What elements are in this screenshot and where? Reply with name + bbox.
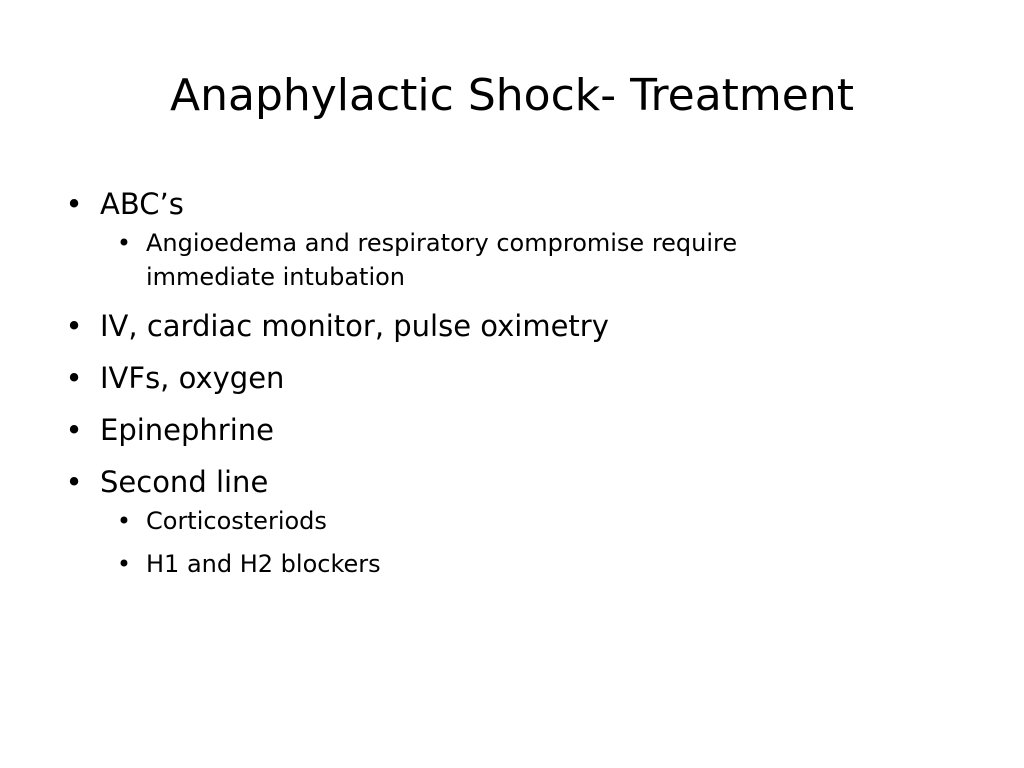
sub-list-item [100,547,940,581]
sub-list-item-text [146,226,866,294]
list-item [60,462,940,581]
list-item-text: IVFs, oxygen [100,361,285,395]
bullet-icon: • [65,465,83,499]
sub-list [100,226,940,294]
bullet-icon: • [116,550,132,578]
list-item [60,306,940,346]
bullet-icon: • [65,361,83,395]
list-item-text: Epinephrine [100,413,274,447]
sub-list-item-text: Corticosteriods [146,507,327,535]
bullet-icon: • [65,413,83,447]
list-item [60,358,940,398]
list-item-text: Second line [100,465,269,499]
sub-list-item-line: immediate intubation [146,263,406,291]
sub-list-item-line: Angioedema and respiratory compromise require [146,229,738,257]
bullet-icon: • [65,309,83,343]
sub-list-item [100,226,940,294]
slide-title: Anaphylactic Shock- Treatment [170,70,854,121]
list-item [60,184,940,294]
bullet-list [60,184,940,593]
sub-list-item-text: H1 and H2 blockers [146,550,381,578]
sub-list [100,504,940,581]
bullet-icon: • [65,187,83,221]
list-item-text: IV, cardiac monitor, pulse oximetry [100,309,609,343]
bullet-icon: • [116,229,132,257]
list-item [60,410,940,450]
bullet-icon: • [116,507,132,535]
sub-list-item [100,504,940,538]
list-item-text: ABC’s [100,187,184,221]
